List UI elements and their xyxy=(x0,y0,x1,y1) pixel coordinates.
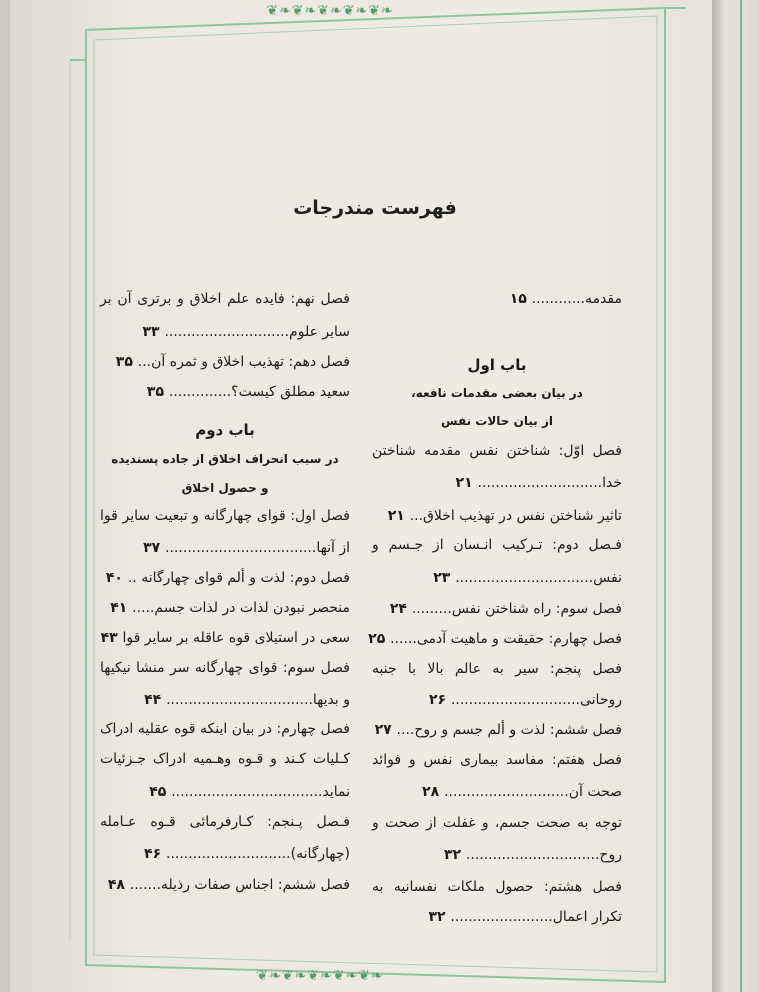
toc-entry-title: سایر علوم............................ xyxy=(164,324,350,340)
toc-page-number: ۳۵ xyxy=(146,384,169,400)
toc-entry-title: (چهارگانه)............................ xyxy=(166,846,350,862)
chapter-heading: باب دوم xyxy=(195,421,255,439)
top-ornament: ❦❧❦❧❦❧❦❧❦❧ xyxy=(266,3,394,19)
toc-entry xyxy=(372,718,622,742)
toc-entry-line: فصل سوم: قوای چهارگانه سر منشا نیکیها xyxy=(100,660,350,676)
toc-entry xyxy=(372,688,622,712)
toc-entry-line: توجه به صحت جسم، و غفلت از صحت و xyxy=(372,815,622,831)
toc-entry xyxy=(100,873,350,897)
toc-entry-line: فصل هشتم: حصول ملکات نفسانیه به xyxy=(372,879,622,895)
toc-entry-line: فصل اول: قوای چهارگانه و تبعیت سایر قوا xyxy=(100,508,350,524)
toc-page-number: ۱۵ xyxy=(509,291,532,307)
toc-entry-line: فـصل پـنجم: کـارفرمائی قـوه عـامله xyxy=(100,814,350,830)
toc-page-number: ۳۷ xyxy=(143,540,166,556)
toc-entry-title: فصل ششم: اجناس صفات رذیله....... xyxy=(129,877,350,893)
toc-entry xyxy=(368,627,622,651)
chapter-subtitle: در بیان بعضی مقدمات نافعه، xyxy=(411,386,583,400)
chapter-subtitle: و حصول اخلاق xyxy=(181,481,269,495)
toc-page-number: ۲۱ xyxy=(387,508,410,524)
toc-entry-title: فصل دوم: لذت و ألم قوای چهارگانه .. xyxy=(127,570,350,586)
toc-page-number: ۳۲ xyxy=(443,847,466,863)
toc-entry xyxy=(100,536,350,560)
toc-entry-title: فصل چهارم: حقیقت و ماهیت آدمی...... xyxy=(390,631,622,647)
toc-entry-title: نماید.................................. xyxy=(171,784,350,800)
toc-entry xyxy=(100,380,350,404)
chapter-subtitle: از بیان حالات نفس xyxy=(441,414,553,428)
toc-page-number: ۲۶ xyxy=(428,692,451,708)
toc-entry xyxy=(372,597,622,621)
toc-entry-title: تکرار اعمال....................... xyxy=(450,909,622,925)
toc-page-number: ۴۶ xyxy=(144,846,166,862)
toc-page-number: ۳۳ xyxy=(142,324,165,340)
toc-entry-title: فصل دهم: تهذیب اخلاق و ثمره آن... xyxy=(137,354,350,370)
toc-entry-title: از آنها.................................. xyxy=(165,540,350,556)
toc-entry xyxy=(100,320,350,344)
toc-page-number: ۲۵ xyxy=(368,631,391,647)
bottom-ornament: ❦❧❦❧❦❧❦❧❦❧ xyxy=(256,968,384,984)
toc-entry xyxy=(372,504,622,528)
toc-entry xyxy=(372,287,622,311)
toc-entry-title: سعی در استیلای قوه عاقله بر سایر قوا xyxy=(122,630,350,646)
toc-entry xyxy=(372,566,622,590)
toc-page-number: ۴۸ xyxy=(107,877,130,893)
toc-entry xyxy=(372,905,622,929)
toc-entry-title: روحانی............................. xyxy=(450,692,622,708)
toc-entry-title: فصل سوم: راه شناختن نفس......... xyxy=(411,601,622,617)
toc-page-number: ۴۰ xyxy=(105,570,128,586)
toc-entry xyxy=(100,626,350,650)
toc-entry-title: تاثیر شناختن نفس در تهذیب اخلاق... xyxy=(409,508,622,524)
toc-entry-line: فـصل دوم: تـرکیب انـسان از جـسم و xyxy=(372,537,622,553)
toc-entry xyxy=(100,566,350,590)
toc-entry-title: منحصر نبودن لذات در لذات جسم..... xyxy=(132,600,350,616)
toc-entry-title: خدا............................ xyxy=(477,475,622,491)
toc-page-number: ۲۷ xyxy=(374,722,397,738)
toc-entry-line: فصل پنجم: سیر به عالم بالا با جنبه xyxy=(372,661,622,677)
toc-page-number: ۴۴ xyxy=(144,692,167,708)
toc-page-number: ۴۳ xyxy=(100,630,123,646)
toc-page-number: ۳۵ xyxy=(115,354,138,370)
toc-entry-line: کـلیات کـند و قـوه وهـمیه ادراک جـزئیات xyxy=(100,751,350,767)
chapter-heading: باب اول xyxy=(467,356,527,374)
toc-entry xyxy=(100,842,350,866)
toc-page-number: ۳۲ xyxy=(428,909,451,925)
toc-page-number: ۴۵ xyxy=(149,784,172,800)
toc-entry-title: صحت آن............................ xyxy=(444,784,622,800)
toc-entry-line: فصل اوّل: شناختن نفس مقدمه شناختن xyxy=(372,443,622,459)
toc-page-number: ۲۴ xyxy=(389,601,412,617)
toc-page-number: ۲۱ xyxy=(455,475,478,491)
page-title: فهرست مندرجات xyxy=(293,197,457,219)
toc-entry-title: و بدیها................................. xyxy=(166,692,350,708)
toc-entry-line: فصل نهم: فایده علم اخلاق و برتری آن بر xyxy=(100,291,350,307)
toc-page-number: ۲۸ xyxy=(422,784,445,800)
toc-entry xyxy=(100,780,350,804)
chapter-subtitle: در سبب انحراف اخلاق از جاده پسندیده xyxy=(111,452,339,466)
toc-entry xyxy=(100,596,350,620)
toc-entry-title: روح.............................. xyxy=(465,847,622,863)
toc-entry-title: مقدمه............ xyxy=(531,291,622,307)
toc-entry xyxy=(372,780,622,804)
toc-entry xyxy=(372,471,622,495)
toc-entry xyxy=(100,688,350,712)
toc-page-number: ۲۳ xyxy=(433,570,456,586)
toc-entry-line: فصل چهارم: در بیان اینکه قوه عقلیه ادراک xyxy=(100,721,350,737)
toc-entry xyxy=(100,350,350,374)
toc-entry-line: فصل هفتم: مفاسد بیماری نفس و فوائد xyxy=(372,752,622,768)
toc-entry-title: سعید مطلق کیست؟.............. xyxy=(168,384,350,400)
toc-entry xyxy=(372,843,622,867)
toc-page-number: ۴۱ xyxy=(110,600,133,616)
toc-entry-title: فصل ششم: لذت و ألم جسم و روح.... xyxy=(396,722,622,738)
toc-entry-title: نفس............................... xyxy=(455,570,622,586)
